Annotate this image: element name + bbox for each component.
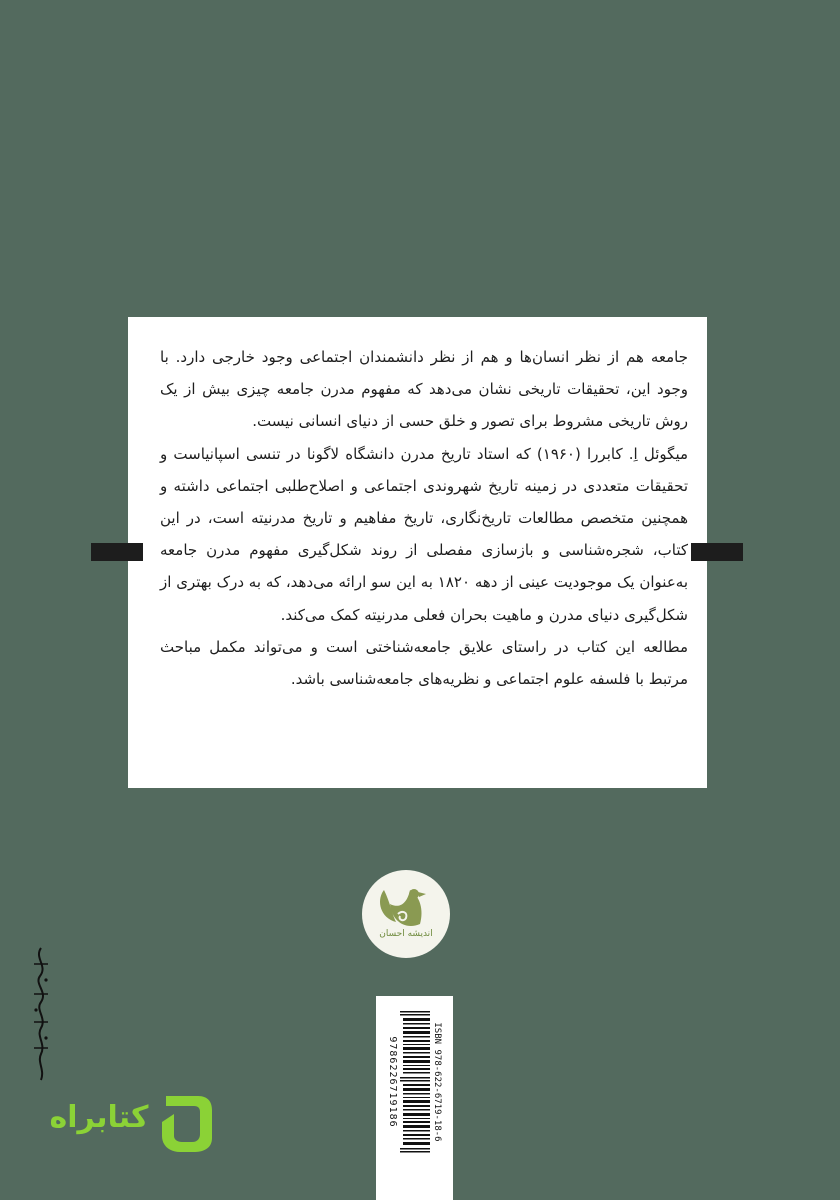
left-decorative-bar — [91, 543, 143, 561]
blurb-paragraph-3: مطالعه این کتاب در راستای علایق جامعه‌شناختی است و می‌تواند مکمل مباحث مرتبط با فلسفه علوم اجتماعی و نظریه‌های جامعه‌شناسی باشد. — [160, 637, 688, 689]
calligraphy-signature — [30, 944, 52, 1084]
isbn-label: ISBN 978-622-6719-18-6 — [432, 1022, 442, 1142]
brand-name: کتابراه — [49, 1100, 149, 1135]
barcode-icon — [400, 1011, 430, 1153]
publisher-name: اندیشه احسان — [379, 929, 433, 939]
publisher-logo — [362, 870, 450, 958]
barcode-number: 9786226719186 — [387, 1036, 398, 1128]
barcode-panel — [376, 996, 453, 1200]
bird-icon — [362, 870, 450, 958]
right-decorative-bar — [691, 543, 743, 561]
ketabrah-logo-icon — [158, 1092, 216, 1156]
blurb-box — [128, 317, 707, 788]
ketabrah-brand[interactable] — [40, 1092, 216, 1156]
blurb-paragraph-2: میگوئل اِ. کابررا (۱۹۶۰) که استاد تاریخ مدرن دانشگاه لاگونا در تنسی اسپانیاست و تحقیقات متعددی در زمینه تاریخ شهروندی اجتماعی و اصلاح‌طلبی اجتماعی داشته و همچنین متخصص مطالعات تاریخ‌نگاری، تاریخ مفاهیم و تاریخ مدرنیته است، در این کتاب، شجره‌شناسی و بازسازی مفصلی از روند شکل‌گیری مفهوم مدرن جامعه به‌عنوان یک موجودیت عینی از دهه ۱۸۲۰ به این سو ارائه می‌دهد، که به درک بهتری از شکل‌گیری دنیای مدرن و ماهیت بحران فعلی مدرنیته کمک می‌کند. — [160, 444, 689, 624]
blurb-paragraph-1: جامعه هم از نظر انسان‌ها و هم از نظر دانشمندان اجتماعی وجود خارجی دارد. با وجود این، تحقیقات تاریخی نشان می‌دهد که مفهوم مدرن جامعه چیزی بیش از یک روش تاریخی مشروط برای تصور و خلق حسی از دنیای انسانی نیست. — [160, 348, 688, 431]
